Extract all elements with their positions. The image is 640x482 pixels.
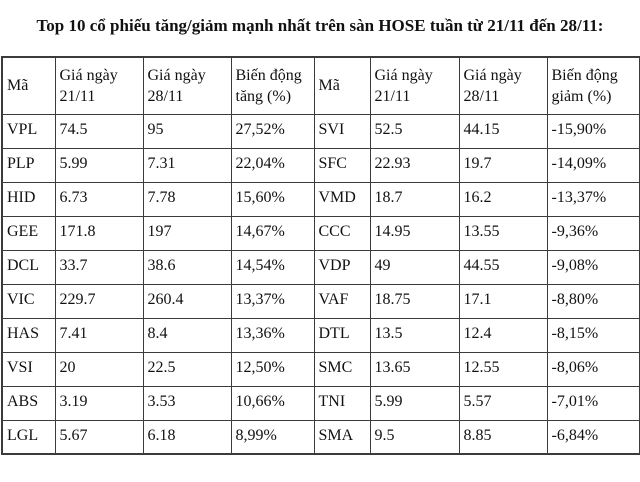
gainer-change-cell: 13,36% (231, 318, 314, 352)
loser-price-start-cell: 22.93 (370, 148, 459, 182)
gainer-code-cell: GEE (2, 216, 55, 250)
loser-price-start-cell: 14.95 (370, 216, 459, 250)
gainer-price-start-cell: 5.67 (55, 420, 143, 454)
loser-price-end-cell: 44.55 (459, 250, 547, 284)
loser-price-end-cell: 19.7 (459, 148, 547, 182)
gainer-change-cell: 12,50% (231, 352, 314, 386)
table-row (2, 284, 640, 318)
loser-price-start-cell: 18.75 (370, 284, 459, 318)
gainer-price-start-cell: 7.41 (55, 318, 143, 352)
gainer-price-start-cell: 229.7 (55, 284, 143, 318)
header-gainer-code: Mã (2, 57, 55, 114)
header-row (2, 57, 640, 114)
gainer-price-end-cell: 260.4 (143, 284, 231, 318)
gainer-price-start-cell: 74.5 (55, 114, 143, 148)
header-gainer-price-21-11: Giá ngày 21/11 (55, 57, 143, 114)
loser-price-start-cell: 18.7 (370, 182, 459, 216)
gainer-price-end-cell: 38.6 (143, 250, 231, 284)
gainer-change-cell: 22,04% (231, 148, 314, 182)
gainer-price-end-cell: 8.4 (143, 318, 231, 352)
gainer-change-cell: 27,52% (231, 114, 314, 148)
table-row (2, 386, 640, 420)
loser-price-start-cell: 13.65 (370, 352, 459, 386)
gainer-code-cell: DCL (2, 250, 55, 284)
table-row (2, 318, 640, 352)
gainer-price-start-cell: 171.8 (55, 216, 143, 250)
gainer-code-cell: HAS (2, 318, 55, 352)
loser-code-cell: SVI (314, 114, 370, 148)
loser-price-end-cell: 16.2 (459, 182, 547, 216)
loser-code-cell: SMA (314, 420, 370, 454)
loser-code-cell: DTL (314, 318, 370, 352)
gainer-change-cell: 10,66% (231, 386, 314, 420)
table-row (2, 250, 640, 284)
table-row (2, 148, 640, 182)
loser-code-cell: VDP (314, 250, 370, 284)
loser-code-cell: VMD (314, 182, 370, 216)
header-gainer-price-28-11: Giá ngày 28/11 (143, 57, 231, 114)
gainer-change-cell: 14,67% (231, 216, 314, 250)
loser-price-end-cell: 44.15 (459, 114, 547, 148)
loser-change-cell: -15,90% (547, 114, 640, 148)
gainer-price-end-cell: 197 (143, 216, 231, 250)
table-header (2, 57, 640, 114)
gainer-price-start-cell: 5.99 (55, 148, 143, 182)
gainer-change-cell: 13,37% (231, 284, 314, 318)
gainer-price-end-cell: 22.5 (143, 352, 231, 386)
header-loser-code: Mã (314, 57, 370, 114)
gainer-code-cell: VPL (2, 114, 55, 148)
loser-code-cell: TNI (314, 386, 370, 420)
loser-change-cell: -9,08% (547, 250, 640, 284)
header-loser-price-21-11: Giá ngày 21/11 (370, 57, 459, 114)
table-row (2, 420, 640, 454)
header-loss-change: Biến động giảm (%) (547, 57, 640, 114)
loser-change-cell: -8,80% (547, 284, 640, 318)
page (0, 15, 640, 455)
loser-change-cell: -8,06% (547, 352, 640, 386)
table-row (2, 182, 640, 216)
loser-change-cell: -14,09% (547, 148, 640, 182)
loser-change-cell: -8,15% (547, 318, 640, 352)
loser-price-end-cell: 12.55 (459, 352, 547, 386)
gainer-code-cell: PLP (2, 148, 55, 182)
loser-change-cell: -9,36% (547, 216, 640, 250)
loser-price-end-cell: 8.85 (459, 420, 547, 454)
loser-code-cell: CCC (314, 216, 370, 250)
loser-price-start-cell: 13.5 (370, 318, 459, 352)
header-loser-price-28-11: Giá ngày 28/11 (459, 57, 547, 114)
loser-price-end-cell: 12.4 (459, 318, 547, 352)
gainer-price-end-cell: 95 (143, 114, 231, 148)
loser-change-cell: -7,01% (547, 386, 640, 420)
table-row (2, 352, 640, 386)
gainer-change-cell: 8,99% (231, 420, 314, 454)
gainer-price-start-cell: 6.73 (55, 182, 143, 216)
table-row (2, 114, 640, 148)
loser-code-cell: SFC (314, 148, 370, 182)
gainer-price-start-cell: 33.7 (55, 250, 143, 284)
loser-price-start-cell: 9.5 (370, 420, 459, 454)
loser-price-end-cell: 17.1 (459, 284, 547, 318)
gainer-price-start-cell: 20 (55, 352, 143, 386)
loser-price-end-cell: 13.55 (459, 216, 547, 250)
gainer-price-end-cell: 3.53 (143, 386, 231, 420)
gainer-change-cell: 14,54% (231, 250, 314, 284)
page-title: Top 10 cổ phiếu tăng/giảm mạnh nhất trên sàn HOSE tuần từ 21/11 đến 28/11: (36, 16, 604, 35)
gainer-code-cell: LGL (2, 420, 55, 454)
loser-price-end-cell: 5.57 (459, 386, 547, 420)
gainer-code-cell: VIC (2, 284, 55, 318)
gainer-price-end-cell: 6.18 (143, 420, 231, 454)
gainer-change-cell: 15,60% (231, 182, 314, 216)
loser-price-start-cell: 49 (370, 250, 459, 284)
loser-price-start-cell: 52.5 (370, 114, 459, 148)
table-row (2, 216, 640, 250)
loser-code-cell: SMC (314, 352, 370, 386)
loser-code-cell: VAF (314, 284, 370, 318)
gainer-price-end-cell: 7.31 (143, 148, 231, 182)
stock-table (1, 56, 640, 455)
loser-change-cell: -6,84% (547, 420, 640, 454)
gainer-code-cell: ABS (2, 386, 55, 420)
loser-change-cell: -13,37% (547, 182, 640, 216)
table-body (2, 114, 640, 454)
loser-price-start-cell: 5.99 (370, 386, 459, 420)
gainer-code-cell: VSI (2, 352, 55, 386)
gainer-price-end-cell: 7.78 (143, 182, 231, 216)
gainer-code-cell: HID (2, 182, 55, 216)
header-gain-change: Biến động tăng (%) (231, 57, 314, 114)
gainer-price-start-cell: 3.19 (55, 386, 143, 420)
